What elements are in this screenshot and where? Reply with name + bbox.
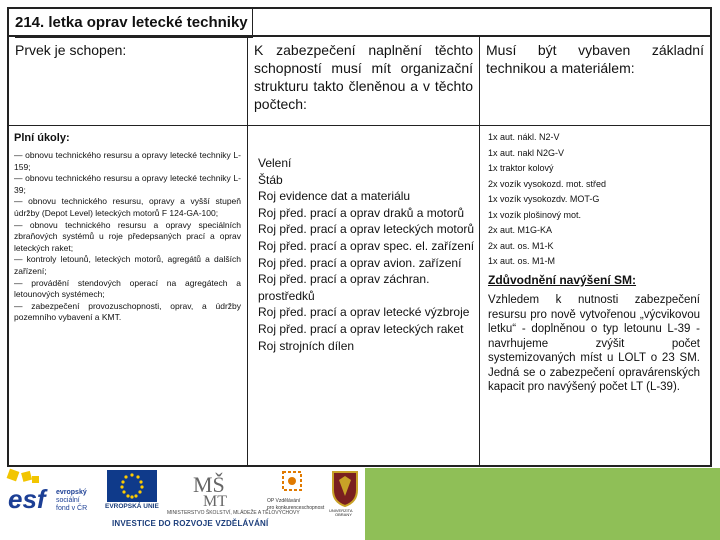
list-item: Roj před. prací a oprav letecké výzbroje — [258, 305, 470, 320]
list-item: Roj evidence dat a materiálu — [258, 189, 411, 204]
svg-text:OBRANY: OBRANY — [335, 512, 352, 517]
svg-text:sociální: sociální — [56, 497, 80, 504]
list-item: — obnovu technického resursu, opravy a vyšší stupeň údržby (Depot Level) leteckých motorů F 124-GA-100; — [14, 196, 241, 218]
eu-label: EVROPSKÁ UNIE — [105, 503, 159, 510]
list-item: — obnovu technického resursu a opravy letecké techniky L-39; — [14, 173, 241, 195]
list-item: 1x aut. nákl. N2-V — [488, 132, 560, 142]
list-item: Roj před. prací a oprav leteckých motorů — [258, 222, 475, 237]
row-divider — [9, 125, 247, 126]
op-logo — [265, 470, 325, 516]
justification-title: Zdůvodnění navýšení SM: — [488, 273, 637, 287]
list-item: Roj strojních dílen — [258, 338, 355, 353]
list-item: Roj před. prací a oprav spec. el. zařízení — [258, 238, 475, 253]
list-item: Štáb — [258, 172, 283, 187]
column-equipment — [480, 37, 710, 465]
list-item: — obnovu technického resursu a opravy speciálních zbraňových systémů u roje předepsaných prací a oprav leteckých raket; — [14, 219, 241, 253]
list-item: — zabezpečení provozuschopnosti, oprav, a údržby pozemního vybavení a KMT. — [14, 300, 241, 323]
column-structure — [248, 37, 480, 465]
row-divider — [480, 125, 710, 126]
svg-text:evropský: evropský — [56, 489, 87, 496]
list-item: 2x vozík vysokozd. mot. střed — [488, 178, 607, 189]
tasks-list — [14, 150, 241, 324]
university-crest-icon — [325, 470, 365, 516]
svg-text:esf: esf — [8, 484, 46, 514]
row-divider — [248, 125, 479, 126]
page-title: 214. letka oprav letecké techniky — [9, 9, 710, 37]
esf-logo — [8, 470, 103, 515]
list-item: 1x vozík plošinový mot. — [488, 209, 582, 220]
svg-text:fond v ČR: fond v ČR — [56, 505, 88, 512]
document-table — [7, 7, 712, 467]
svg-text:pro konkurenceschopnost: pro konkurenceschopnost — [267, 505, 325, 511]
list-item: — kontroly letounů, leteckých motorů, agregátů a dalších zařízení; — [14, 254, 241, 276]
list-item: 2x aut. os. M1-K — [488, 240, 554, 251]
column-header-equipment: Musí být vybaven základní technikou a materiálem: — [486, 42, 704, 76]
list-item: 1x aut. nakl N2G-V — [488, 147, 565, 158]
column-capabilities — [9, 37, 248, 465]
list-item: Velení — [258, 156, 292, 170]
investment-slogan: INVESTICE DO ROZVOJE VZDĚLÁVÁNÍ — [112, 519, 269, 528]
footer-green-band — [365, 468, 720, 540]
column-header-capabilities: Prvek je schopen: — [15, 42, 127, 58]
list-item: — provádění stendových operací na agregátech a letounových systémech; — [14, 277, 241, 300]
list-item: 1x traktor kolový — [488, 163, 554, 173]
list-item: Roj před. prací a oprav draků a motorů — [258, 205, 465, 220]
svg-text:MT: MT — [203, 493, 227, 510]
list-item: 1x aut. os. M1-M — [488, 256, 556, 266]
units-list — [258, 155, 475, 354]
list-item: 2x aut. M1G-KA — [488, 225, 553, 235]
svg-text:OP Vzdělávání: OP Vzdělávání — [267, 498, 301, 504]
list-item: 1x vozík vysokozdv. MOT-G — [488, 194, 600, 204]
list-item: Roj před. prací a oprav avion. zařízení — [258, 255, 462, 270]
list-item: Roj před. prací a oprav záchran. prostředků — [258, 272, 430, 303]
column-header-structure: K zabezpečení naplnění těchto schopností musí mít organizační strukturu takto členěnou a v těchto počtech: — [254, 42, 473, 112]
justification-text: Vzhledem k nutnosti zabezpečení resursu pro nově vytvořenou „výcvikovou letku“ - doplněnou o typ letounu L-39 - navrhujeme zvýšit počet systemizovaných míst u LOLT o 23 SM. Jedná se o zabezpečení opravárenských kapacit pro navýšený počet LT (L-39). — [488, 294, 700, 393]
list-item: — obnovu technického resursu a opravy letecké techniky L-159; — [14, 150, 241, 172]
list-item: Roj před. prací a oprav leteckých raket — [258, 321, 464, 336]
svg-text:MŠ: MŠ — [193, 472, 225, 497]
equipment-list — [488, 130, 706, 270]
svg-text:UNIVERZITA: UNIVERZITA — [329, 508, 353, 513]
svg-text:MINISTERSTVO ŠKOLSTVÍ, MLÁDEŽE: MINISTERSTVO ŠKOLSTVÍ, MLÁDEŽE A TĚLOVÝCHOVY — [167, 510, 300, 516]
tasks-title: Plní úkoly: — [14, 132, 70, 144]
